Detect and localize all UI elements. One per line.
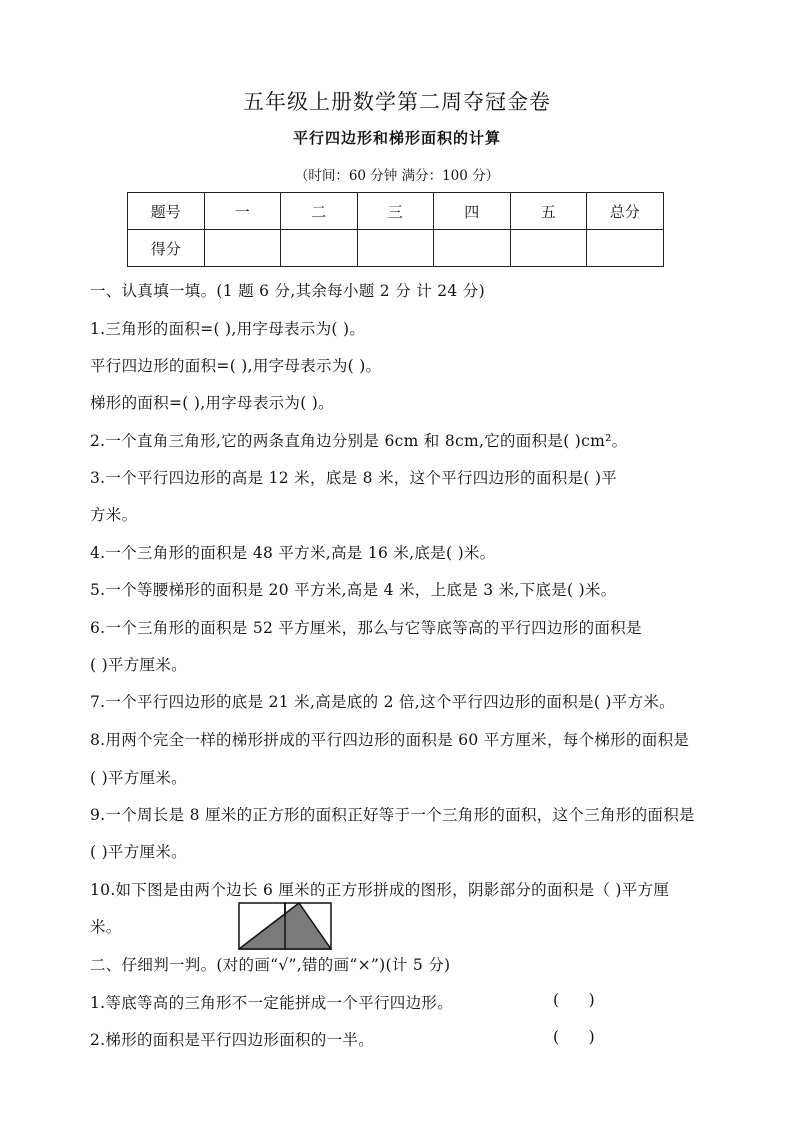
score-input-cell[interactable] [281,230,358,267]
question-line: ( )平方厘米。 [90,843,187,861]
question-line: 米。 [90,918,122,936]
question-line: 8.用两个完全一样的梯形拼成的平行四边形的面积是 60 平方厘米，每个梯形的面积是 [90,731,690,749]
section2-heading: 二、仔细判一判。(对的画“√”,错的画“×”)(计 5 分) [90,956,451,974]
time-info: （时间：60 分钟 满分：100 分） [294,168,500,184]
score-input-cell[interactable] [510,230,587,267]
table-cell: 四 [434,193,511,230]
table-cell: 一 [204,193,281,230]
question-line: ( )平方厘米。 [90,769,187,787]
question-line: 梯形的面积=( ),用字母表示为( )。 [90,394,334,412]
score-input-cell[interactable] [357,230,434,267]
page-title: 五年级上册数学第二周夺冠金卷 [243,90,551,114]
table-cell: 总分 [587,193,664,230]
question-line: 4.一个三角形的面积是 48 平方米,高是 16 米,底是( )米。 [90,544,496,562]
score-table-header-row [128,193,664,230]
judge-item-text: 2.梯形的面积是平行四边形面积的一半。 [90,1031,374,1049]
score-input-cell[interactable] [434,230,511,267]
score-input-cell[interactable] [587,230,664,267]
page-subtitle: 平行四边形和梯形面积的计算 [292,129,501,147]
judge-answer-blank[interactable]: ( ) [553,991,595,1009]
table-cell: 题号 [128,193,205,230]
question-line: 5.一个等腰梯形的面积是 20 平方米,高是 4 米，上底是 3 米,下底是( )米。 [90,581,617,599]
score-table-score-row [128,230,664,267]
score-input-cell[interactable] [204,230,281,267]
judge-item-text: 1.等底等高的三角形不一定能拼成一个平行四边形。 [90,994,453,1012]
two-squares-shaded-figure [238,902,332,950]
question-line: 平行四边形的面积=( ),用字母表示为( )。 [90,357,382,375]
table-cell: 得分 [128,230,205,267]
question-line: ( )平方厘米。 [90,656,187,674]
question-line: 2.一个直角三角形,它的两条直角边分别是 6cm 和 8cm,它的面积是( )cm²。 [90,432,628,450]
table-cell: 三 [357,193,434,230]
question-line: 7.一个平行四边形的底是 21 米,高是底的 2 倍,这个平行四边形的面积是( )平方米。 [90,693,675,711]
question-line: 9.一个周长是 8 厘米的正方形的面积正好等于一个三角形的面积，这个三角形的面积是 [90,806,695,824]
question-line: 10.如下图是由两个边长 6 厘米的正方形拼成的图形，阴影部分的面积是（ )平方厘 [90,881,670,899]
question-line: 1.三角形的面积=( ),用字母表示为( )。 [90,320,366,338]
table-cell: 五 [510,193,587,230]
judge-answer-blank[interactable]: ( ) [553,1028,595,1046]
score-table [127,192,664,267]
question-line: 6.一个三角形的面积是 52 平方厘米，那么与它等底等高的平行四边形的面积是 [90,619,642,637]
question-line: 方米。 [90,506,138,524]
question-line: 3.一个平行四边形的高是 12 米，底是 8 米，这个平行四边形的面积是( )平 [90,469,618,487]
section1-heading: 一、认真填一填。(1 题 6 分,其余每小题 2 分 计 24 分) [90,282,485,300]
table-cell: 二 [281,193,358,230]
